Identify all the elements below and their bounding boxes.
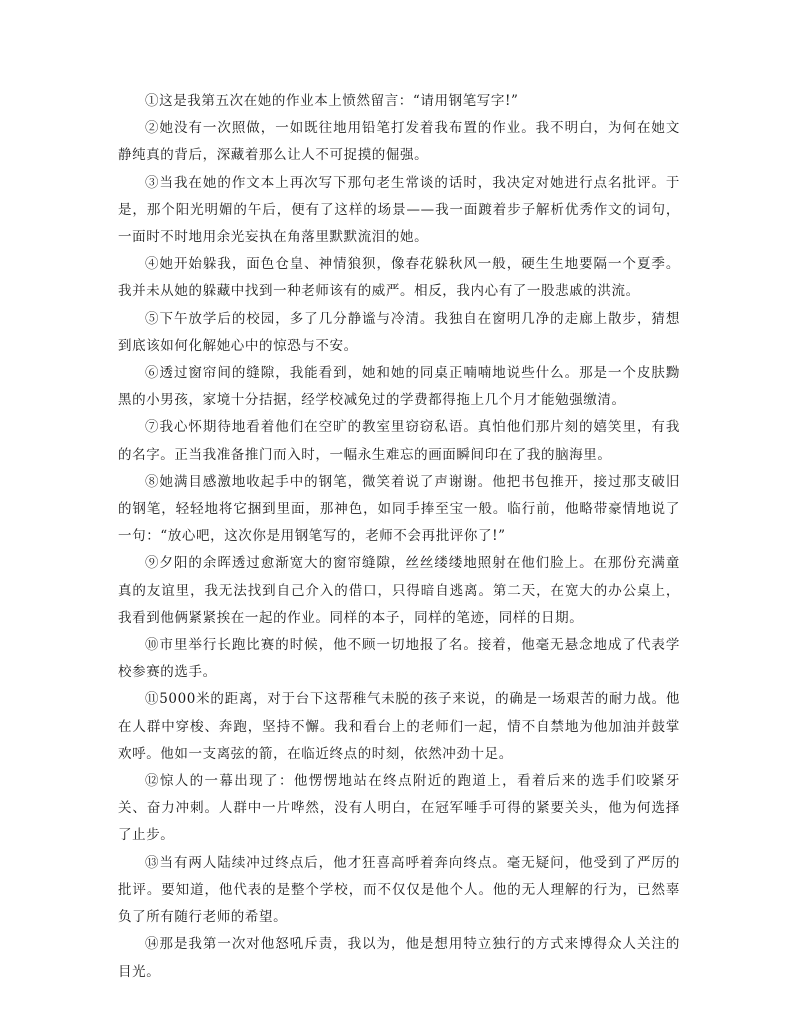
- paragraph-1: ①这是我第五次在她的作业本上愤然留言：“请用钢笔写字!”: [145, 93, 519, 109]
- paragraph-5: ⑤下午放学后的校园，多了几分静谧与冷清。我独自在窗明几净的走廊上散步，猜想到底该如何化解她心中的惊恐与不安。: [118, 310, 680, 354]
- paragraph-9: ⑨夕阳的余晖透过愈渐宽大的窗帘缝隙，丝丝缕缕地照射在他们脸上。在那份充满童真的友谊里，我无法找到自己介入的借口，只得暗自逃离。第二天，在宽大的办公桌上，我看到他俩紧紧挨在一起的作业。同样的本子，同样的笔迹，同样的日期。: [118, 555, 680, 626]
- paragraph-14: ⑭那是我第一次对他怒吼斥责，我以为，他是想用特立独行的方式来博得众人关注的目光。: [118, 936, 680, 980]
- paragraph-6: ⑥透过窗帘间的缝隙，我能看到，她和她的同桌正喃喃地说些什么。那是一个皮肤黝黑的小男孩，家境十分拮据，经学校减免过的学费都得拖上几个月才能勉强缴清。: [118, 365, 680, 409]
- paragraph-10: ⑩市里举行长跑比赛的时候，他不顾一切地报了名。接着，他毫无悬念地成了代表学校参赛的选手。: [118, 637, 680, 681]
- paragraph-8: ⑧她满目感激地收起手中的钢笔，微笑着说了声谢谢。他把书包推开，接过那支破旧的钢笔，轻轻地将它捆到里面，那神色，如同手捧至宝一般。临行前，他略带豪情地说了一句：“放心吧，这次你是用钢笔写的，老师不会再批评你了!”: [118, 473, 680, 545]
- paragraph-2: ②她没有一次照做，一如既往地用铅笔打发着我布置的作业。我不明白，为何在她文静纯真的背后，深藏着那么让人不可捉摸的倔强。: [118, 120, 680, 164]
- paragraph-12: ⑫惊人的一幕出现了：他愣愣地站在终点附近的跑道上，看着后来的选手们咬紧牙关、奋力冲刺。人群中一片哗然，没有人明白，在冠军唾手可得的紧要关头，他为何选择了止步。: [118, 773, 680, 844]
- paragraph-13: ⑬当有两人陆续冲过终点后，他才狂喜高呼着奔向终点。毫无疑问，他受到了严厉的批评。要知道，他代表的是整个学校，而不仅仅是他个人。他的无人理解的行为，已然辜负了所有随行老师的希望。: [118, 854, 680, 926]
- paragraph-7: ⑦我心怀期待地看着他们在空旷的教室里窃窃私语。真怕他们那片刻的嬉笑里，有我的名字。正当我准备推门而入时，一幅永生难忘的画面瞬间印在了我的脑海里。: [118, 419, 680, 463]
- paragraph-4: ④她开始躲我，面色仓皇、神情狼狈，像春花躲秋风一般，硬生生地要隔一个夏季。我并未从她的躲藏中找到一种老师该有的威严。相反，我内心有了一股悲戚的洪流。: [118, 256, 680, 300]
- paragraph-3: ③当我在她的作文本上再次写下那句老生常谈的话时，我决定对她进行点名批评。于是，那个阳光明媚的午后，便有了这样的场景——我一面踱着步子解析优秀作文的词句，一面时不时地用余光妄执在角落里默默流泪的她。: [118, 174, 680, 246]
- document-page: [118, 88, 680, 986]
- paragraph-11: ⑪5000米的距离，对于台下这帮稚气未脱的孩子来说，的确是一场艰苦的耐力战。他在人群中穿梭、奔跑，坚持不懈。我和看台上的老师们一起，情不自禁地为他加油并鼓掌欢呼。他如一支离弦的箭，在临近终点的时刻，依然冲劲十足。: [118, 691, 680, 762]
